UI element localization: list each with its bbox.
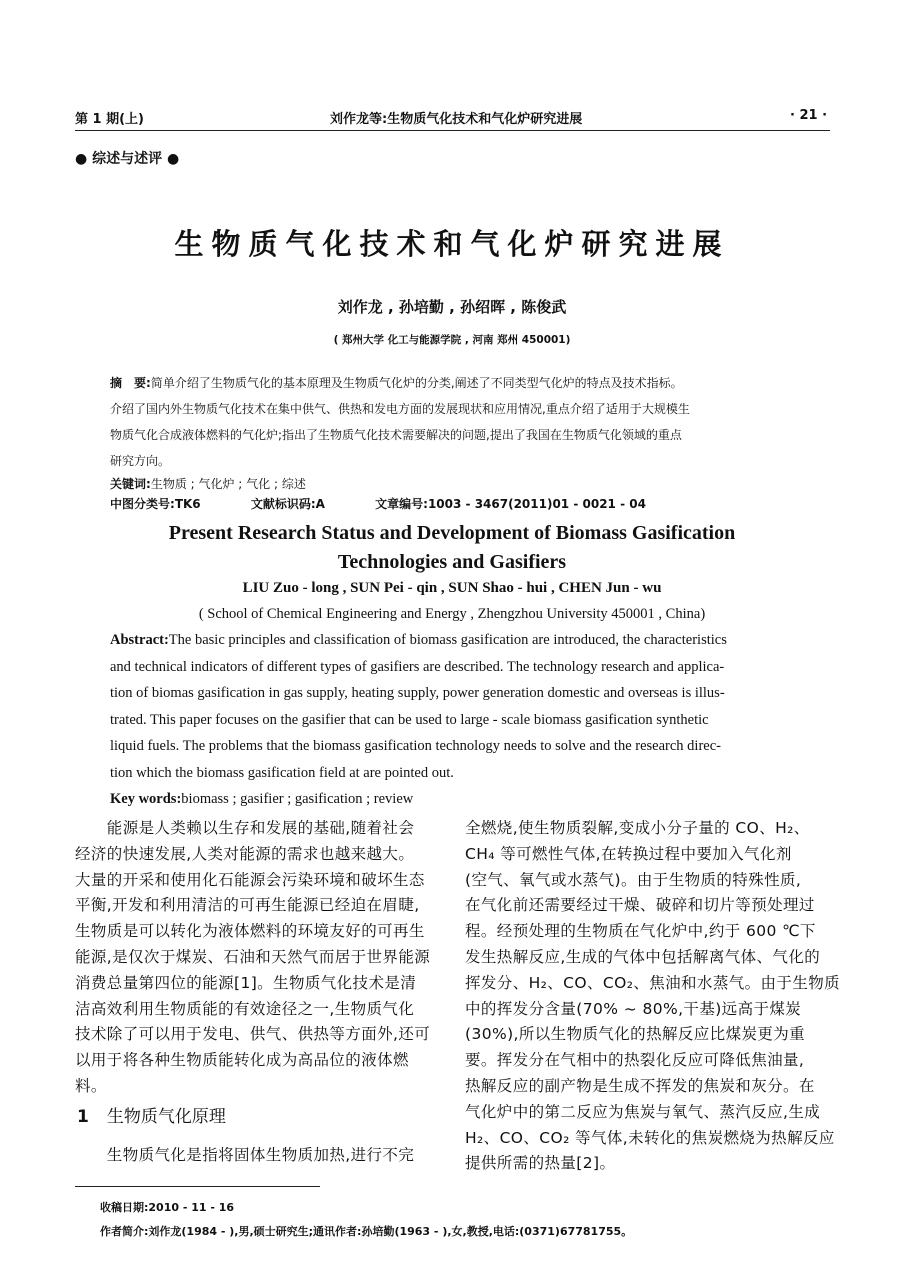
abstract-en-label: Abstract: <box>110 632 169 648</box>
body-line: 要。挥发分在气相中的热裂化反应可降低焦油量, <box>465 1051 805 1070</box>
authors-en: LIU Zuo - long , SUN Pei - qin , SUN Shao - hui , CHEN Jun - wu <box>242 580 662 596</box>
footnote-rule <box>75 1186 320 1187</box>
abstract-cn <box>110 370 690 514</box>
abstract-cn-line: 介绍了国内外生物质气化技术在集中供气、供热和发电方面的发展现状和应用情况,重点介绍了适用于大规模生 <box>110 402 690 416</box>
title-en-line1: Present Research Status and Development of Biomass Gasification <box>168 522 736 544</box>
abstract-cn-label: 摘 要: <box>110 376 151 390</box>
body-line: 全燃烧,使生物质裂解,变成小分子量的 CO、H₂、 <box>465 819 810 837</box>
clc: TK6 <box>174 497 201 511</box>
issue-number: 第 1 期(上) <box>75 112 144 127</box>
body-line: 经济的快速发展,人类对能源的需求也越来越大。 <box>75 844 415 863</box>
section-number: 1 <box>77 1107 89 1127</box>
affiliation-en: ( School of Chemical Engineering and Energy , Zhengzhou University 450001 , China) <box>198 606 706 622</box>
abstract-cn-line: 简单介绍了生物质气化的基本原理及生物质气化炉的分类,阐述了不同类型气化炉的特点及技术指标。 <box>150 376 683 390</box>
article-no-label: 文章编号: <box>375 497 428 511</box>
body-line: 洁高效利用生物质能的有效途径之一,生物质气化 <box>75 999 415 1018</box>
abstract-en-line: liquid fuels. The problems that the biomass gasification technology needs to solve and the research direc- <box>110 738 721 754</box>
received-date: 收稿日期:2010 - 11 - 16 <box>100 1201 235 1214</box>
title-en-line2: Technologies and Gasifiers <box>337 551 567 573</box>
body-line: 程。经预处理的生物质在气化炉中,约于 600 ℃下 <box>465 922 816 941</box>
article-no: 1003 - 3467(2011)01 - 0021 - 04 <box>427 497 646 511</box>
keywords-cn: 生物质 ; 气化炉 ; 气化 ; 综述 <box>150 477 306 491</box>
right-column <box>465 816 840 1177</box>
body-line: 生物质气化是指将固体生物质加热,进行不完 <box>75 1146 415 1164</box>
abstract-cn-line: 物质气化合成液体燃料的气化炉;指出了生物质气化技术需要解决的问题,提出了我国在生物质气化领域的重点 <box>110 428 682 442</box>
body-line: 能源,是仅次于煤炭、石油和天然气而居于世界能源 <box>75 947 431 966</box>
abstract-cn-line: 研究方向。 <box>110 454 171 468</box>
header-rule <box>75 130 830 131</box>
keywords-cn-label: 关键词: <box>110 477 151 491</box>
abstract-en-line: tion of biomas gasification in gas supply, heating supply, power generation domestic and overseas is illus- <box>110 685 725 701</box>
running-title: 刘作龙等:生物质气化技术和气化炉研究进展 <box>330 112 583 127</box>
affiliation-cn: ( 郑州大学 化工与能源学院 , 河南 郑州 450001) <box>333 334 571 346</box>
body-line: 热解反应的副产物是生成不挥发的焦炭和灰分。在 <box>465 1076 815 1095</box>
column-label: ● 综述与述评 ● <box>75 151 180 167</box>
body-line: 技术除了可以用于发电、供气、供热等方面外,还可 <box>75 1025 431 1044</box>
body-line: 料。 <box>75 1076 107 1095</box>
body-line: 挥发分、H₂、CO、CO₂、焦油和水蒸气。由于生物质 <box>465 973 841 992</box>
body-line: 气化炉中的第二反应为焦炭与氧气、蒸汽反应,生成 <box>465 1102 821 1121</box>
section-first-line-wrap <box>75 1143 414 1169</box>
body-line: 大量的开采和使用化石能源会污染环境和破坏生态 <box>75 870 425 889</box>
body-line: CH₄ 等可燃性气体,在转换过程中要加入气化剂 <box>465 844 792 863</box>
body-line: 在气化前还需要经过干燥、破碎和切片等预处理过 <box>465 896 815 915</box>
body-line: (空气、氧气或水蒸气)。由于生物质的特殊性质, <box>465 870 802 889</box>
body-line: H₂、CO、CO₂ 等气体,未转化的焦炭燃烧为热解反应 <box>465 1128 835 1147</box>
abstract-en-line: and technical indicators of different types of gasifiers are described. The technology research and applica- <box>110 658 725 675</box>
body-line: 发生热解反应,生成的气体中包括解离气体、气化的 <box>465 947 821 966</box>
body-line: 提供所需的热量[2]。 <box>465 1154 616 1173</box>
body-line: 中的挥发分含量(70% ~ 80%,干基)远高于煤炭 <box>465 999 802 1018</box>
clc-label: 中图分类号: <box>110 497 175 511</box>
doc-code-label: 文献标识码: <box>250 497 316 511</box>
section-heading <box>77 1106 226 1128</box>
keywords-en-label: Key words: <box>110 791 182 807</box>
abstract-en-line: trated. This paper focuses on the gasifier that can be used to large - scale biomass gasification synthetic <box>110 711 709 728</box>
body-line: 平衡,开发和利用清洁的可再生能源已经迫在眉睫, <box>75 896 420 915</box>
authors-cn: 刘作龙 , 孙培勤 , 孙绍晖 , 陈俊武 <box>337 298 567 316</box>
body-line: 消费总量第四位的能源[1]。生物质气化技术是清 <box>75 973 417 992</box>
title-cn: 生物质气化技术和气化炉研究进展 <box>174 227 730 261</box>
section-title: 生物质气化原理 <box>106 1107 226 1127</box>
body-line: 能源是人类赖以生存和发展的基础,随着社会 <box>75 819 415 837</box>
body-line: 以用于将各种生物质能转化成为高品位的液体燃 <box>75 1051 409 1070</box>
left-column-intro <box>75 816 430 1100</box>
body-line: 生物质是可以转化为液体燃料的环境友好的可再生 <box>75 922 425 941</box>
abstract-en <box>110 627 727 813</box>
keywords-en: biomass ; gasifier ; gasification ; review <box>181 791 414 807</box>
page-number: · 21 · <box>790 108 828 123</box>
doc-code: A <box>315 497 325 511</box>
author-bio: 作者简介:刘作龙(1984 - ),男,硕士研究生;通讯作者:孙培勤(1963 - ),女,教授,电话:(0371)67781755。 <box>100 1225 633 1238</box>
abstract-en-line: The basic principles and classification of biomass gasification are introduced, the characteristics <box>168 632 727 648</box>
body-line: (30%),所以生物质气化的热解反应比煤炭更为重 <box>465 1025 806 1044</box>
abstract-en-line: tion which the biomass gasification field at are pointed out. <box>110 764 454 781</box>
